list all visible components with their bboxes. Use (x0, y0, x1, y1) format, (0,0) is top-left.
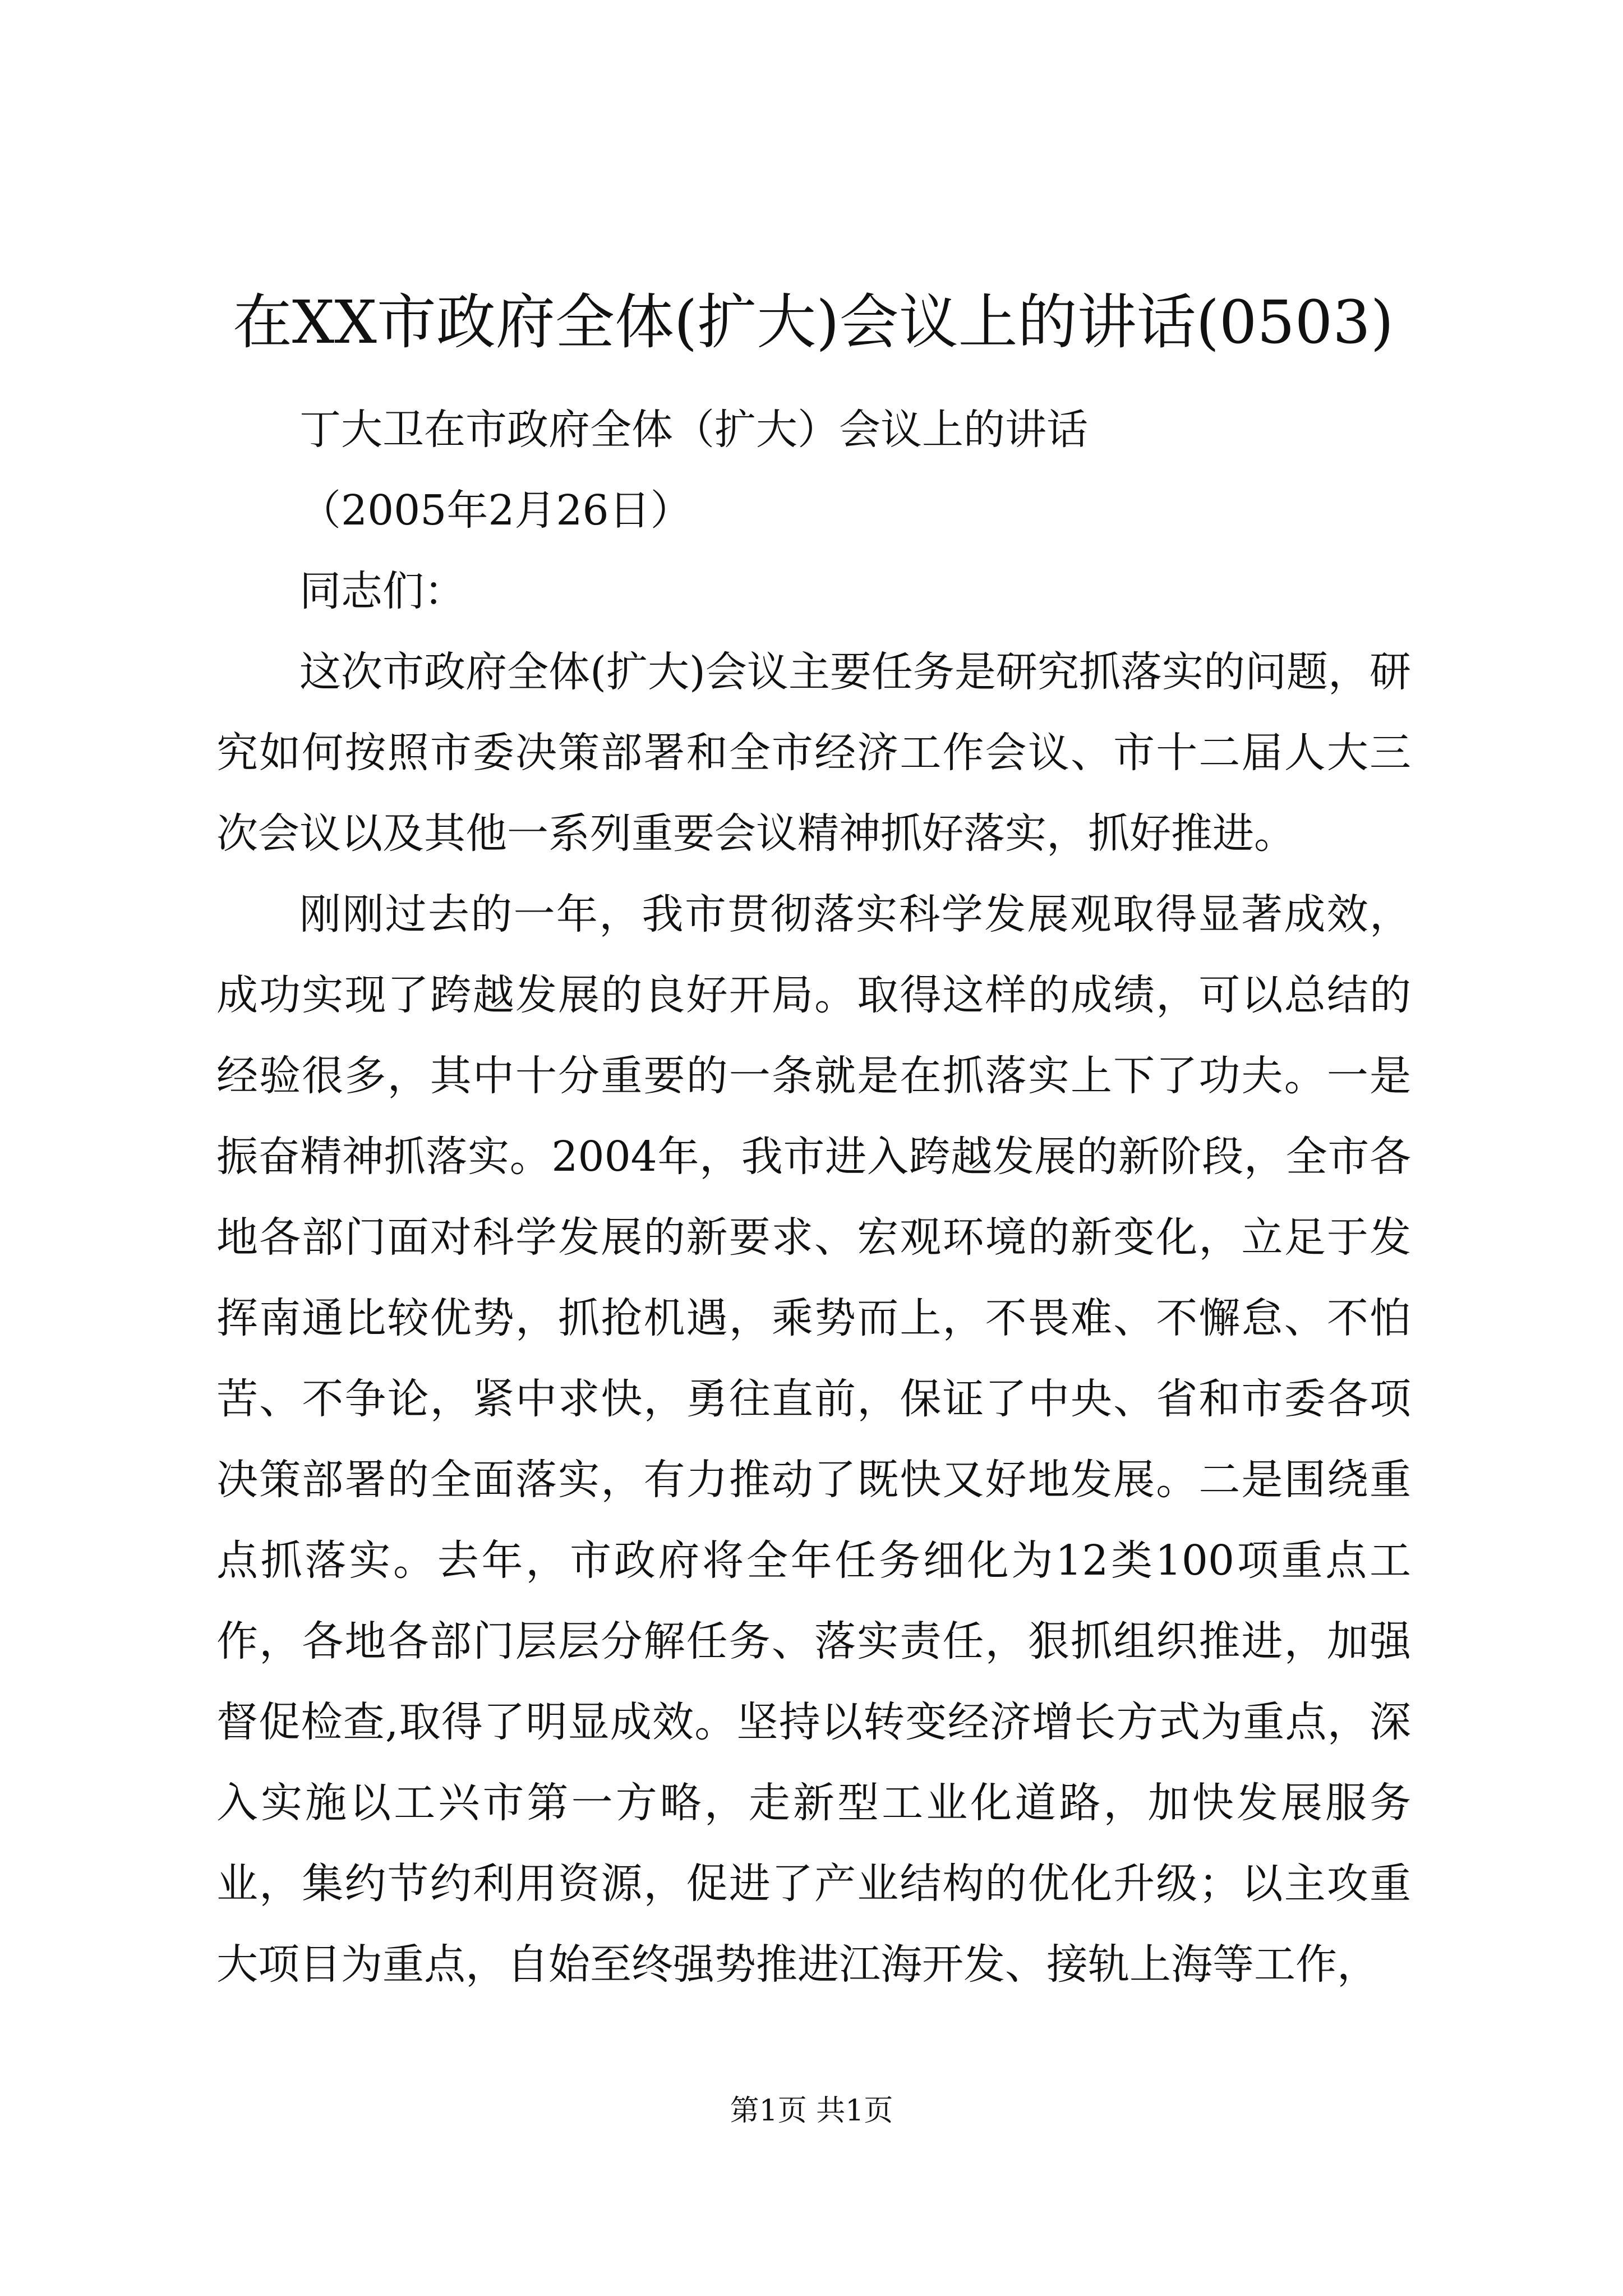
page-number-footer: 第1页 共1页 (730, 2094, 893, 2128)
paragraph: 这次市政府全体(扩大)会议主要任务是研究抓落实的问题，研究如何按照市委决策部署和全市经济工作会议、市十二届人大三次会议以及其他一系列重要会议精神抓好落实，抓好推进。 (216, 648, 1411, 858)
date-line: （2005年2月26日） (299, 486, 692, 535)
salutation: 同志们： (299, 567, 465, 615)
paragraph: 刚刚过去的一年，我市贯彻落实科学发展观取得显著成效，成功实现了跨越发展的良好开局。取得这样的成绩，可以总结的经验很多，其中十分重要的一条就是在抓落实上下了功夫。一是振奋精神抓落实。2004年，我市进入跨越发展的新阶段，全市各地各部门面对科学发展的新要求、宏观环境的新变化，立足于发挥南通比较优势，抓抢机遇，乘势而上，不畏难、不懈怠、不怕苦、不争论，紧中求快，勇往直前，保证了中央、省和市委各项决策部署的全面落实，有力推动了既快又好地发展。二是围绕重点抓落实。去年，市政府将全年任务细化为12类100项重点工作，各地各部门层层分解任务、落实责任，狠抓组织推进，加强督促检查,取得了明显成效。坚持以转变经济增长方式为重点，深入实施以工兴市第一方略，走新型工业化道路，加快发展服务业，集约节约利用资源，促进了产业结构的优化升级；以主攻重大项目为重点，自始至终强势推进江海开发、接轨上海等工作， (216, 890, 1411, 1989)
document-body (216, 389, 1411, 2005)
speaker-line: 丁大卫在市政府全体（扩大）会议上的讲话 (299, 406, 1088, 454)
document-title: 在XX市政府全体(扩大)会议上的讲话(0503) (232, 288, 1394, 357)
